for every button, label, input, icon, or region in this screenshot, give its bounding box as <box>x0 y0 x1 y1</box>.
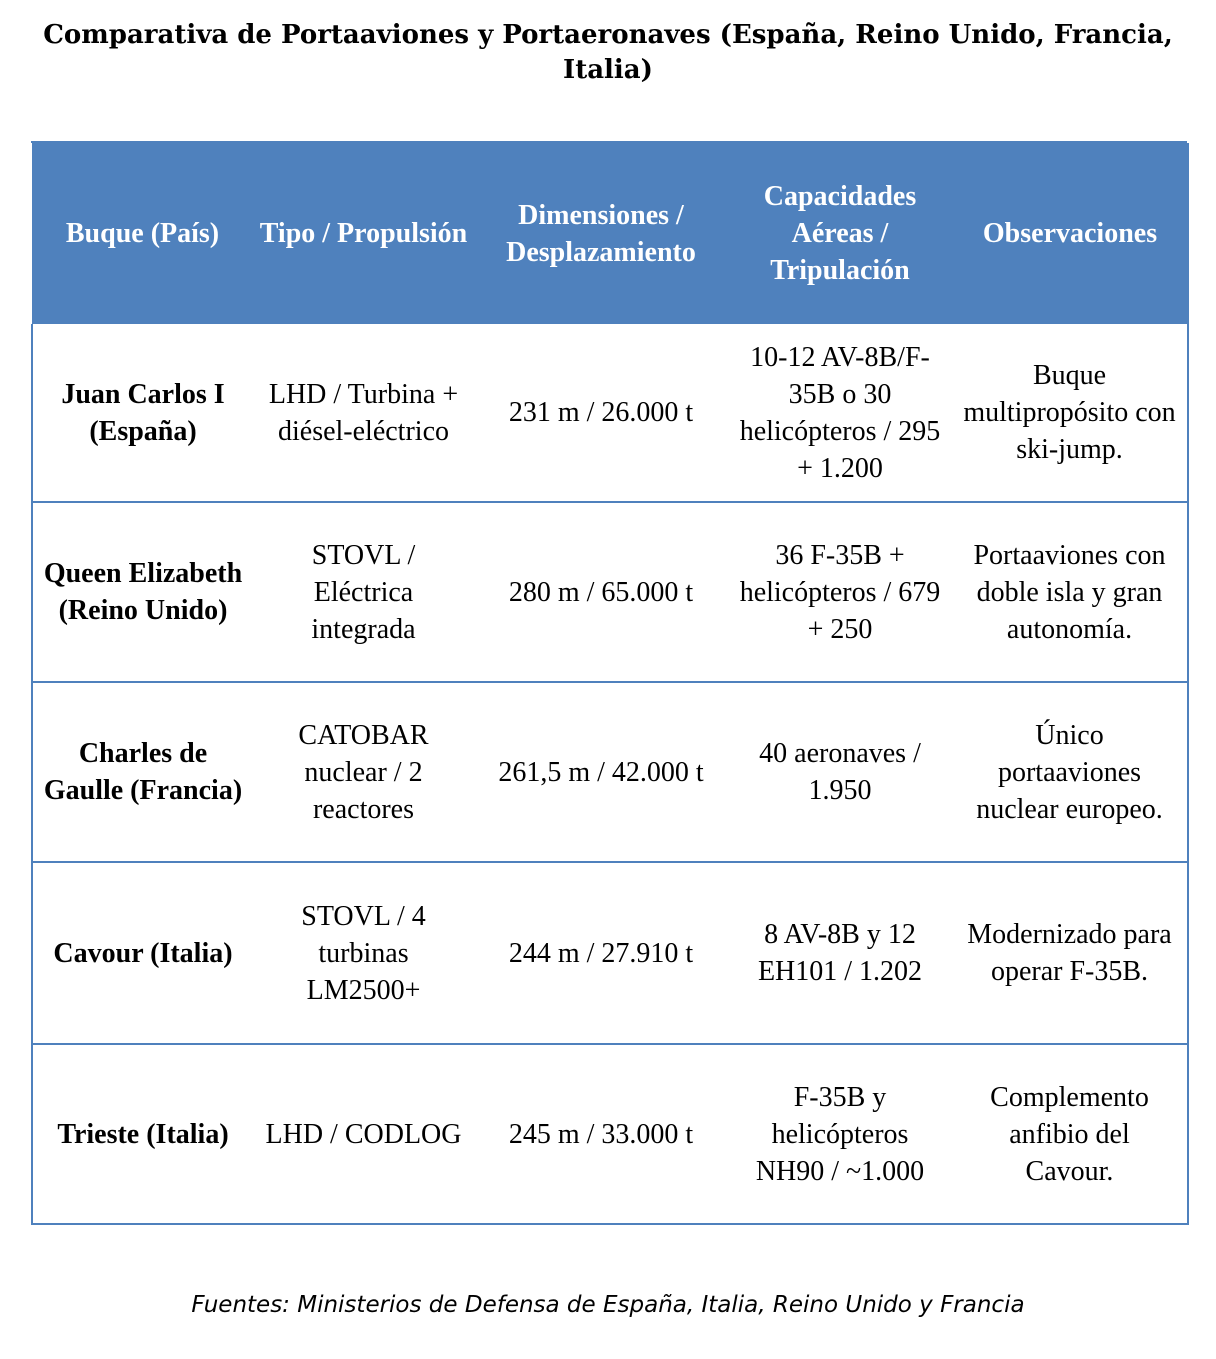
cell-dimensiones: 244 m / 27.910 t <box>474 862 728 1044</box>
comparison-table <box>31 143 1189 1225</box>
table-row <box>32 862 1188 1044</box>
cell-buque: Cavour (Italia) <box>32 862 253 1044</box>
header-tipo: Tipo / Propulsión <box>253 143 474 324</box>
comparison-table-container <box>31 141 1187 1225</box>
header-buque: Buque (País) <box>32 143 253 324</box>
cell-capacidades: F-35B y helicópteros NH90 / ~1.000 <box>728 1044 952 1224</box>
cell-buque: Charles de Gaulle (Francia) <box>32 682 253 862</box>
cell-tipo: CATOBAR nuclear / 2 reactores <box>253 682 474 862</box>
source-note: Fuentes: Ministerios de Defensa de España, Italia, Reino Unido y Francia <box>191 1292 1025 1318</box>
cell-capacidades: 10-12 AV-8B/F-35B o 30 helicópteros / 295 + 1.200 <box>728 324 952 502</box>
table-row <box>32 682 1188 862</box>
cell-buque: Juan Carlos I (España) <box>32 324 253 502</box>
header-observaciones: Observaciones <box>952 143 1188 324</box>
header-dimensiones: Dimensiones / Desplazamiento <box>474 143 728 324</box>
cell-dimensiones: 280 m / 65.000 t <box>474 502 728 682</box>
cell-dimensiones: 245 m / 33.000 t <box>474 1044 728 1224</box>
table-row <box>32 502 1188 682</box>
cell-tipo: LHD / CODLOG <box>253 1044 474 1224</box>
cell-observaciones: Complemento anfibio del Cavour. <box>952 1044 1188 1224</box>
cell-observaciones: Portaaviones con doble isla y gran autonomía. <box>952 502 1188 682</box>
header-capacidades: Capacidades Aéreas / Tripulación <box>728 143 952 324</box>
cell-tipo: LHD / Turbina + diésel-eléctrico <box>253 324 474 502</box>
cell-tipo: STOVL / Eléctrica integrada <box>253 502 474 682</box>
table-row <box>32 1044 1188 1224</box>
cell-observaciones: Buque multipropósito con ski-jump. <box>952 324 1188 502</box>
table-row <box>32 324 1188 502</box>
cell-dimensiones: 231 m / 26.000 t <box>474 324 728 502</box>
cell-buque: Trieste (Italia) <box>32 1044 253 1224</box>
cell-dimensiones: 261,5 m / 42.000 t <box>474 682 728 862</box>
cell-observaciones: Modernizado para operar F-35B. <box>952 862 1188 1044</box>
document-title: Comparativa de Portaaviones y Portaeronaves (España, Reino Unido, Francia, Italia) <box>43 20 1173 85</box>
cell-buque: Queen Elizabeth (Reino Unido) <box>32 502 253 682</box>
cell-tipo: STOVL / 4 turbinas LM2500+ <box>253 862 474 1044</box>
cell-observaciones: Único portaaviones nuclear europeo. <box>952 682 1188 862</box>
cell-capacidades: 36 F-35B + helicópteros / 679 + 250 <box>728 502 952 682</box>
cell-capacidades: 8 AV-8B y 12 EH101 / 1.202 <box>728 862 952 1044</box>
cell-capacidades: 40 aeronaves / 1.950 <box>728 682 952 862</box>
table-header-row <box>32 143 1188 324</box>
